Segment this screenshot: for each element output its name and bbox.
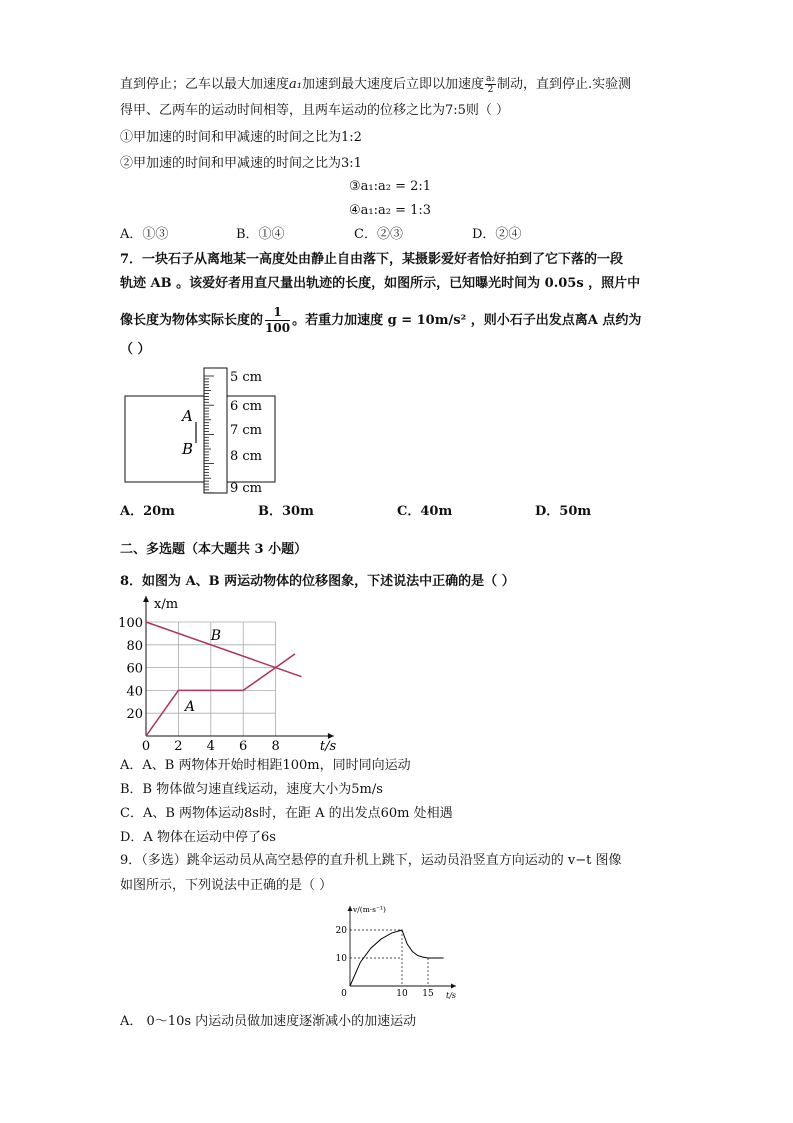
y-axis-label: v/(m·s⁻¹) (353, 905, 386, 914)
series-line-B (146, 622, 302, 677)
q7-option-a: A．20m (120, 504, 175, 519)
q6-line2: 得甲、乙两车的运动时间相等，且两车运动的位移之比为7:5则（ ） (120, 103, 510, 118)
q6-statement-1: ①甲加速的时间和甲减速的时间之比为1:2 (120, 130, 362, 145)
velocity-curve (350, 930, 444, 986)
y-axis-label: x/m (154, 597, 179, 612)
position-time-chart (112, 592, 337, 754)
y-tick-label: 100 (118, 616, 143, 631)
q9-line1: 9．（多选）跳伞运动员从高空悬停的直升机上跳下，运动员沿竖直方向运动的 v−t 图像 (120, 853, 622, 868)
q7-option-b: B．30m (258, 504, 314, 519)
ruler-label-8: 8 cm (230, 449, 263, 464)
y-tick-label: 40 (126, 684, 143, 700)
q8-stem: 8．如图为 A、B 两运动物体的位移图象，下述说法中正确的是（ ） (120, 574, 515, 589)
q6-line1: 直到停止；乙车以最大加速度a₁加速到最大速度后立即以加速度 $\frac{\text{a₂}}{2}$ 制动，直到停止.实验测 (120, 74, 632, 95)
ruler-label-6: 6 cm (230, 399, 263, 414)
velocity-time-chart (322, 900, 462, 1002)
section-heading-multiple-choice: 二、多选题（本大题共 3 小题） (120, 542, 308, 557)
ruler (204, 368, 227, 493)
q6-option-d: D．②④ (472, 227, 522, 242)
x-tick-label: 4 (206, 739, 215, 754)
a2-over-2-fraction: $\frac{\text{a₂}}{2}$ (486, 74, 495, 95)
series-label-a: A (184, 698, 196, 715)
label-b: B (182, 440, 194, 458)
x-tick-label: 6 (239, 739, 248, 754)
q7-line4: （ ） (120, 342, 151, 357)
q9-line2: 如图所示，下列说法中正确的是（ ） (120, 878, 333, 893)
q7-line2: 轨迹 AB 。该爱好者用直尺量出轨迹的长度，如图所示，已知曝光时间为 0.05s ，照片中 (120, 276, 641, 291)
series-label-b: B (210, 628, 222, 645)
q8-option-c: C．A、B 两物体运动8s时，在距 A 的出发点60m 处相遇 (120, 806, 453, 821)
x-axis-arrow (451, 984, 456, 989)
y-tick-label: 80 (126, 638, 143, 654)
ruler-figure (120, 365, 285, 495)
x-tick-label: 10 (396, 989, 408, 999)
q6-option-b: B．①④ (236, 227, 285, 242)
x-axis-label: t/s (446, 991, 457, 1000)
q7-option-c: C．40m (397, 504, 453, 519)
q8-option-a: A．A、B 两物体开始时相距100m，同时同向运动 (120, 758, 411, 773)
y-axis-arrow (143, 596, 149, 602)
x-tick-label: 0 (141, 739, 151, 754)
one-over-hundred-fraction: $\frac{1}{100}$ (265, 305, 291, 335)
q6-statement-4: ④a₁:a₂ = 1:3 (349, 203, 432, 218)
y-tick-label: 60 (126, 661, 143, 677)
q8-option-d: D．A 物体在运动中停了6s (120, 830, 276, 845)
y-tick-label: 20 (335, 926, 347, 936)
x-tick-label: 2 (174, 739, 183, 754)
y-tick-label: 10 (335, 954, 347, 964)
y-axis-arrow (348, 906, 353, 911)
x-tick-label: 8 (271, 739, 280, 754)
ruler-label-9: 9 cm (230, 481, 263, 496)
label-a: A (182, 407, 193, 425)
x-tick-label: 15 (422, 989, 434, 999)
q7-line1: 7．一块石子从离地某一高度处由静止自由落下，某摄影爱好者恰好拍到了它下落的一段 (120, 252, 624, 267)
q6-statement-3: ③a₁:a₂ = 2:1 (349, 179, 432, 194)
y-tick-label: 20 (126, 707, 143, 723)
q7-option-d: D．50m (535, 504, 592, 519)
q6-option-c: C．②③ (354, 227, 403, 242)
q8-option-b: B．B 物体做匀速直线运动，速度大小为5m/s (120, 782, 383, 797)
ruler-label-7: 7 cm (230, 423, 263, 438)
q9-option-a: A． 0～10s 内运动员做加速度逐渐减小的加速运动 (120, 1014, 417, 1029)
x-tick-label: 0 (341, 989, 347, 999)
q7-line3: 像长度为物体实际长度的 $\frac{1}{100}$ 。若重力加速度 g = 10m/s² ，则小石子出发点离A 点约为 (120, 305, 642, 335)
ruler-label-5: 5 cm (230, 370, 263, 385)
q6-statement-2: ②甲加速的时间和甲减速的时间之比为3:1 (120, 156, 362, 171)
x-axis-label: t/s (319, 739, 337, 754)
q6-option-a: A．①③ (120, 227, 169, 242)
